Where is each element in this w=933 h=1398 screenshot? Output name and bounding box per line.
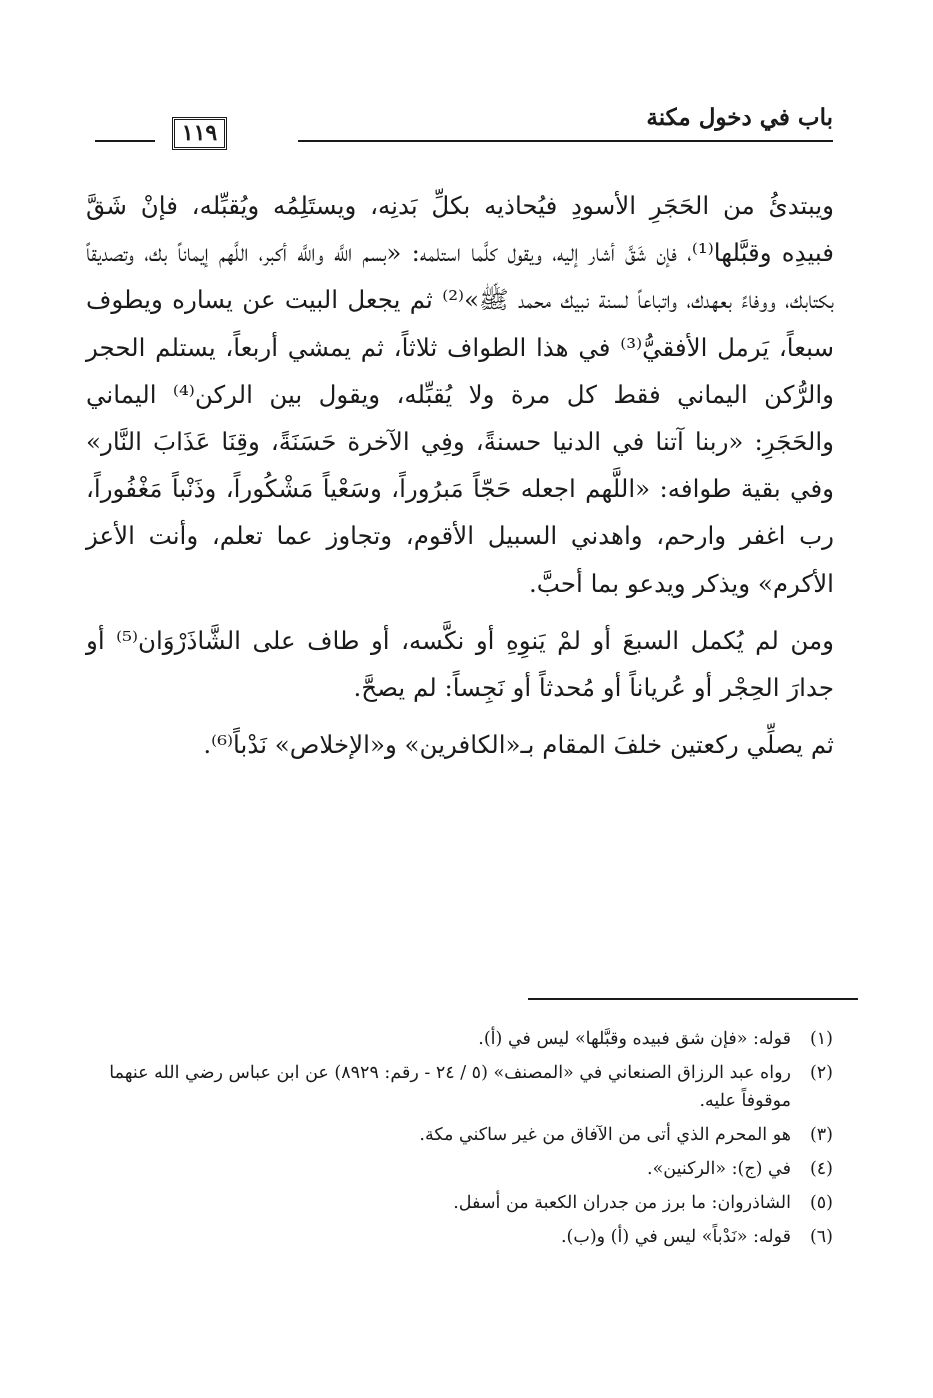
footnote-number: (١) bbox=[809, 1029, 833, 1049]
footnote-text: قوله: «نَدْباً» ليس في (أ) و(ب). bbox=[560, 1227, 791, 1247]
header-rule-right bbox=[298, 140, 833, 142]
paragraph-invalid-tawaf: ومن لم يُكمل السبعَ أو لمْ يَنوِهِ أو نكَّسه، أو طاف على الشَّاذَرْوَان⁽⁵⁾ أو جدارَ الحِجْر أو عُرياناً أو مُحدثاً أو نَجِساً: لم يصحَّ. bbox=[86, 625, 834, 703]
header-rule-left bbox=[95, 140, 155, 142]
chapter-title: باب في دخول مكنة bbox=[646, 104, 833, 131]
footnote-text: هو المحرم الذي أتى من الآفاق من غير ساكني مكة. bbox=[419, 1125, 791, 1145]
footnote bbox=[100, 1189, 833, 1217]
footnote-number: (٢) bbox=[809, 1063, 833, 1083]
footnote bbox=[100, 1155, 833, 1183]
footnote bbox=[100, 1223, 833, 1251]
footnote bbox=[100, 1025, 833, 1053]
page-number: ١١٩ bbox=[172, 117, 227, 150]
footnote bbox=[100, 1121, 833, 1149]
footnote-number: (٦) bbox=[809, 1227, 833, 1247]
footnote-text: في (ج): «الركنين». bbox=[647, 1159, 791, 1179]
footnote bbox=[100, 1059, 833, 1115]
footnote-text: الشاذروان: ما برز من جدران الكعبة من أسفل. bbox=[453, 1193, 791, 1213]
footnotes bbox=[100, 1025, 833, 1257]
footnote-separator bbox=[528, 998, 858, 1000]
footnote-number: (٥) bbox=[809, 1193, 833, 1213]
footnote-number: (٤) bbox=[809, 1159, 833, 1179]
footnote-text: قوله: «فإن شق فبيده وقبَّلها» ليس في (أ). bbox=[478, 1029, 791, 1049]
footnote-number: (٣) bbox=[809, 1125, 833, 1145]
footnote-text: رواه عبد الرزاق الصنعاني في «المصنف» (٥ / ٢٤ - رقم: ٨٩٢٩) عن ابن عباس رضي الله عنهما موقوفاً عليه. bbox=[109, 1063, 791, 1111]
running-header bbox=[95, 96, 833, 156]
paragraph-two-rakahs: ثم يصلِّي ركعتين خلفَ المقام بـ«الكافرين» و«الإخلاص» نَدْباً⁽⁶⁾. bbox=[203, 730, 834, 760]
paragraph-tawaf: ويبتدئُ من الحَجَرِ الأسودِ فيُحاذيه بكلِّ بَدنِه، ويستَلِمُه ويُقبِّله، فإنْ شَقَّ فبيدِه وقبَّلها⁽¹⁾، فإن شَقَّ أشار إليه، ويقول كلَّما استلمه: «بسم اللَّه واللَّه أكبر، اللَّهم إيماناً بك، وتصديقاً بكتابك، ووفاءً بعهدك، واتباعاً لسنة نبيك محمد ﷺ»⁽²⁾ ثم يجعل البيت عن يساره ويطوف سبعاً، يَرمل الأفقيُّ⁽³⁾ في هذا الطواف ثلاثاً، ثم يمشي أربعاً، يستلم الحجر والرُّكن اليماني فقط كل مرة ولا يُقبِّله، ويقول بين الركن⁽⁴⁾ اليماني والحَجَرِ: «ربنا آتنا في الدنيا حسنةً، وفِي الآخرة حَسَنَةً، وقِنَا عَذَابَ النَّار» وفي بقية طوافه: «اللَّهم اجعله حَجّاً مَبرُوراً، وسَعْياً مَشْكُوراً، وذَنْباً مَغْفُوراً، رب اغفر وارحم، واهدني السبيل الأقوم، وتجاوز عما تعلم، وأنت الأعز الأكرم» ويذكر ويدعو بما أحبَّ. bbox=[86, 191, 835, 598]
main-text bbox=[86, 182, 834, 768]
